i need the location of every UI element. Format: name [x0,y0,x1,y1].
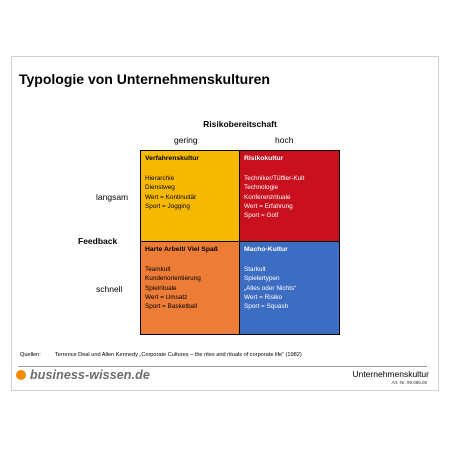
source-note [20,352,302,358]
x-axis-high-label: hoch [275,135,294,145]
source-label: Quellen: [20,352,41,358]
quadrant-item: Konferenzrituale [244,193,291,201]
quadrant-verfahrenskultur [141,151,240,242]
y-axis-fast-label: schnell [96,284,123,294]
matrix-vertical-divider [239,151,240,334]
quadrant-title: Macho-Kultur [244,246,288,253]
quadrant-item-list [244,174,335,221]
x-axis-low-label: gering [174,135,198,145]
culture-matrix [140,150,340,335]
logo-text: business-wissen.de [30,368,150,382]
quadrant-item: Sport = Squash [244,303,289,311]
quadrant-item-list [244,265,335,312]
article-number: Art.-Nr. 99.086.05 [391,380,427,385]
page-title: Typologie von Unternehmenskulturen [19,71,270,87]
footer-title: Unternehmenskultur [352,369,429,379]
quadrant-title: Verfahrenskultur [145,155,200,162]
quadrant-item: Technologie [244,184,279,192]
quadrant-item: Sport = Jogging [145,202,190,210]
brand-logo [16,367,150,383]
x-axis-title: Risikobereitschaft [203,119,277,129]
quadrant-item: Spielertypen [244,275,280,283]
quadrant-item: Spielrituale [145,284,177,292]
quadrant-item: Wert = Umsatz [145,293,188,301]
quadrant-item: Dienstweg [145,184,175,192]
quadrant-item: Starkult [244,265,266,273]
y-axis-slow-label: langsam [96,192,129,202]
quadrant-item-list [145,174,236,211]
quadrant-macho-kultur [240,242,339,334]
quadrant-item: Wert = Kontinuität [145,193,196,201]
quadrant-title: Harte Arbeit/ Viel Spaß [145,246,218,253]
quadrant-harte-arbeit [141,242,240,334]
quadrant-item-list [145,265,236,312]
quadrant-item: Hierarchie [145,174,175,182]
y-axis-title: Feedback [78,236,118,246]
quadrant-item: Sport = Golf [244,212,279,220]
quadrant-item: Techniker/Tüftler-Kult [244,174,305,182]
quadrant-risikokultur [240,151,339,242]
quadrant-item: „Alles oder Nichts“ [244,284,297,292]
quadrant-title: Risikokultur [244,155,284,162]
quadrant-item: Sport = Basketball [145,303,198,311]
quadrant-item: Wert = Risiko [244,293,283,301]
source-text: Terrence Deal und Allen Kennedy „Corporate Cultures – the rites and rituals of corporate life“ (1982) [54,352,302,358]
quadrant-item: Teamkult [145,265,171,273]
quadrant-item: Kundenorientierung [145,275,201,283]
orange-dot-icon [16,370,26,380]
quadrant-item: Wert = Erfahrung [244,202,293,210]
matrix-horizontal-divider [141,241,339,242]
